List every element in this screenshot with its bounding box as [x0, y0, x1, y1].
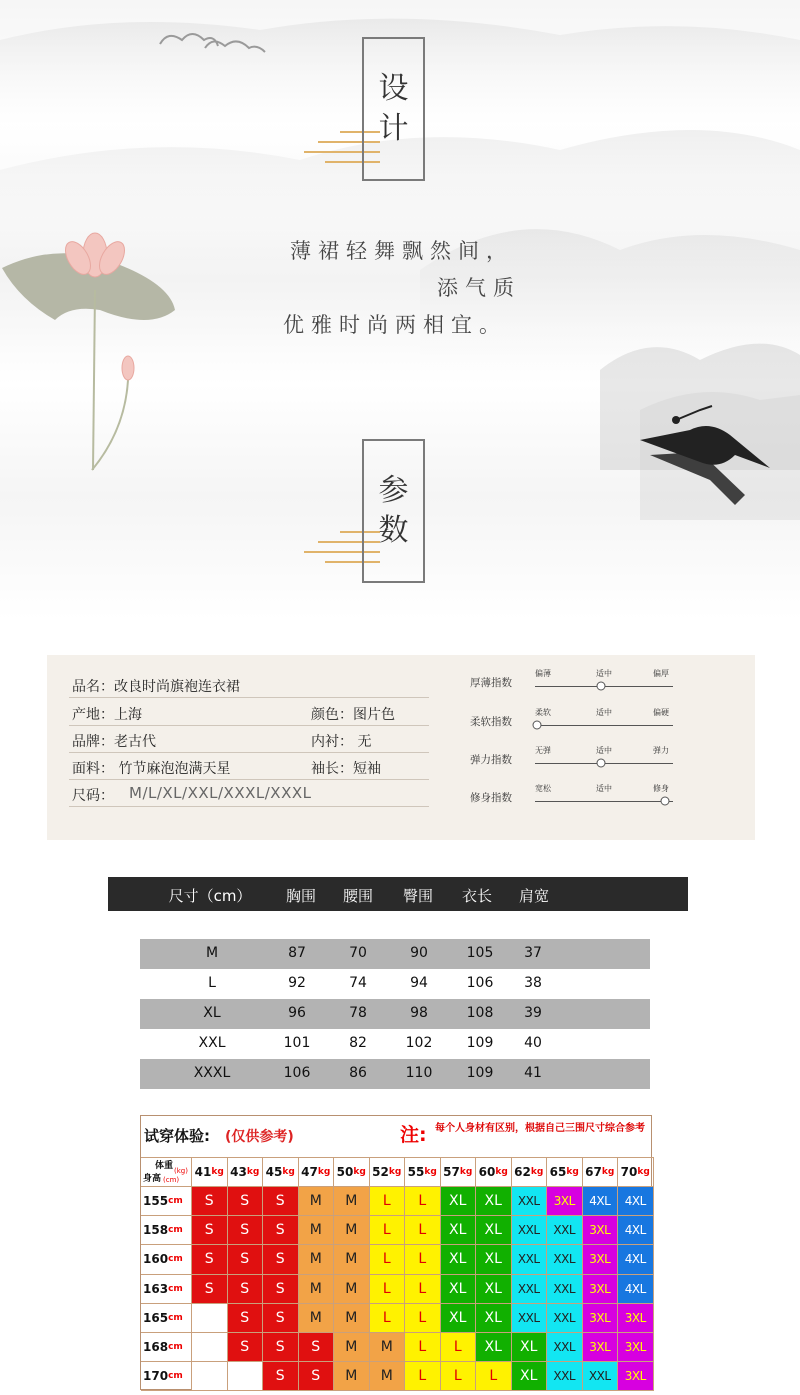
hero-banner: [0, 0, 800, 620]
fit-size-cell: XXL: [512, 1304, 548, 1333]
fit-size-cell: [192, 1333, 228, 1362]
slider-track: [535, 801, 673, 802]
size-cell: XXL: [198, 1035, 226, 1051]
fit-size-cell: S: [228, 1304, 264, 1333]
slider-option: 适中: [596, 784, 612, 793]
size-cell: 110: [405, 1065, 433, 1081]
fit-size-cell: XL: [476, 1333, 512, 1362]
fit-size-cell: XXL: [547, 1333, 583, 1362]
slider-label: 弹力指数: [470, 754, 512, 766]
size-cell: 108: [466, 1005, 494, 1021]
size-cell: 39: [524, 1005, 542, 1021]
height-unit: cm: [168, 1371, 183, 1382]
fit-size-cell: XL: [441, 1275, 477, 1304]
fit-size-cell: S: [263, 1216, 299, 1245]
size-cell: 74: [349, 975, 367, 991]
param-size-values: M/L/XL/XXL/XXXL/XXXL: [129, 784, 312, 802]
height-unit: cm: [168, 1225, 183, 1236]
weight-header-cell: [583, 1157, 619, 1187]
design-title-char-2: 计: [378, 111, 409, 146]
fit-size-cell: S: [192, 1187, 228, 1216]
weight-header-cell: [334, 1157, 370, 1187]
size-cell: L: [208, 975, 216, 991]
size-header-cell: 腰围: [342, 887, 374, 905]
weight-value: 67: [585, 1165, 602, 1179]
size-cell: 82: [349, 1035, 367, 1051]
fit-size-cell: XL: [476, 1275, 512, 1304]
size-cell: 109: [466, 1035, 494, 1051]
param-color: 颜色：图片色: [311, 707, 395, 723]
fit-experience-chart: [140, 1115, 652, 1390]
size-table-row: [140, 939, 650, 969]
size-cell: 96: [288, 1005, 306, 1021]
fit-size-cell: XL: [441, 1245, 477, 1274]
fit-size-cell: XL: [512, 1333, 548, 1362]
fit-size-cell: S: [192, 1275, 228, 1304]
fit-size-cell: [192, 1362, 228, 1391]
param-row-brand: [69, 727, 429, 753]
fit-size-cell: M: [334, 1245, 370, 1274]
height-unit: cm: [168, 1283, 183, 1294]
fit-size-cell: [228, 1362, 264, 1391]
fit-size-cell: L: [405, 1187, 441, 1216]
fit-size-cell: S: [263, 1275, 299, 1304]
weight-value: 45: [265, 1165, 283, 1179]
height-value: 160: [143, 1252, 169, 1267]
slider-label: 厚薄指数: [470, 677, 512, 689]
size-cell: 92: [288, 975, 306, 991]
fit-size-cell: [192, 1304, 228, 1333]
weight-header-cell: [370, 1157, 406, 1187]
weight-value: 52: [372, 1165, 389, 1179]
slider-knob: [533, 721, 542, 730]
weight-header-cell: [476, 1157, 512, 1187]
fit-size-cell: L: [476, 1362, 512, 1391]
size-cell: 98: [410, 1005, 428, 1021]
fit-size-cell: L: [405, 1362, 441, 1391]
size-cell: 102: [405, 1035, 433, 1051]
weight-header-cell: [299, 1157, 335, 1187]
corner-height-unit: (cm): [163, 1176, 180, 1184]
weight-unit: kg: [388, 1167, 402, 1177]
corner-weight-unit: (kg): [174, 1167, 188, 1175]
fit-size-cell: S: [263, 1245, 299, 1274]
param-row-name: [69, 672, 429, 698]
size-table-row: [140, 969, 650, 999]
weight-header-cell: [192, 1157, 228, 1187]
fit-size-cell: M: [334, 1362, 370, 1391]
fit-size-cell: S: [263, 1187, 299, 1216]
fit-size-cell: XXL: [547, 1275, 583, 1304]
fit-size-cell: L: [370, 1245, 406, 1274]
weight-unit: kg: [495, 1167, 508, 1177]
height-header-cell: [141, 1216, 192, 1245]
fit-size-cell: 3XL: [583, 1245, 619, 1274]
fit-size-cell: XXL: [512, 1245, 548, 1274]
size-table-header: [108, 877, 688, 911]
weight-header-cell: [547, 1157, 583, 1187]
fit-size-cell: 3XL: [618, 1333, 654, 1362]
fit-size-cell: L: [405, 1245, 441, 1274]
size-cell: 86: [349, 1065, 367, 1081]
fit-size-cell: L: [405, 1333, 441, 1362]
fit-size-cell: XXL: [512, 1187, 548, 1216]
fit-size-cell: 3XL: [583, 1275, 619, 1304]
fit-size-cell: S: [192, 1245, 228, 1274]
height-unit: cm: [168, 1196, 183, 1207]
size-cell: 78: [349, 1005, 367, 1021]
weight-value: 47: [301, 1165, 318, 1179]
design-title-box: [362, 37, 425, 181]
fit-size-cell: XL: [476, 1187, 512, 1216]
slider-track: [535, 725, 673, 726]
slider-knob: [661, 797, 670, 806]
fit-note-text: 每个人身材有区别，根据自己三围尺寸综合参考: [435, 1123, 645, 1134]
fit-size-cell: 3XL: [618, 1304, 654, 1333]
size-cell: 109: [466, 1065, 494, 1081]
slider-option: 柔软: [535, 708, 551, 717]
fit-size-cell: L: [370, 1304, 406, 1333]
fit-size-cell: M: [370, 1333, 406, 1362]
size-header-cell: 臀围: [402, 887, 434, 905]
corner-weight: 体重: [155, 1161, 174, 1171]
weight-unit: kg: [317, 1167, 331, 1177]
fit-chart-subtitle: (仅供参考): [225, 1129, 294, 1145]
size-table-row: [140, 1029, 650, 1059]
fit-size-cell: 4XL: [618, 1187, 654, 1216]
size-cell: 105: [466, 945, 494, 961]
size-cell: 40: [524, 1035, 542, 1051]
weight-unit: kg: [566, 1167, 579, 1177]
size-cell: 94: [410, 975, 428, 991]
fit-size-cell: 4XL: [618, 1245, 654, 1274]
fit-size-cell: M: [299, 1245, 335, 1274]
params-title-box: [362, 439, 425, 583]
slider-option: 适中: [596, 669, 612, 678]
fit-chart-title: 试穿体验:: [144, 1127, 210, 1145]
weight-value: 70: [620, 1165, 638, 1179]
weight-header-cell: [405, 1157, 441, 1187]
weight-header-cell: [263, 1157, 299, 1187]
slider-option: 无弹: [535, 746, 551, 755]
fit-size-cell: 3XL: [583, 1216, 619, 1245]
product-params-panel: [47, 655, 755, 840]
fit-size-cell: S: [263, 1304, 299, 1333]
size-cell: 106: [283, 1065, 311, 1081]
slider-option: 适中: [596, 708, 612, 717]
param-sleeve: 袖长：短袖: [311, 761, 381, 777]
param-origin: 产地：上海: [72, 707, 142, 723]
slider-label: 修身指数: [470, 792, 512, 804]
fit-size-cell: M: [334, 1216, 370, 1245]
weight-value: 60: [478, 1165, 496, 1179]
size-cell: M: [205, 945, 219, 961]
size-cell: 106: [466, 975, 494, 991]
size-header-cell: 衣长: [461, 887, 493, 905]
size-cell: XL: [203, 1005, 221, 1021]
weight-value: 50: [336, 1165, 354, 1179]
poem-line-3: 优雅时尚两相宜。: [283, 313, 507, 337]
fit-size-cell: 3XL: [583, 1304, 619, 1333]
fit-size-cell: 3XL: [547, 1187, 583, 1216]
size-cell: 90: [410, 945, 428, 961]
size-cell: 41: [524, 1065, 542, 1081]
fit-size-cell: XXL: [547, 1362, 583, 1391]
fit-size-cell: M: [334, 1333, 370, 1362]
height-header-cell: [141, 1333, 192, 1362]
fit-size-cell: 3XL: [618, 1362, 654, 1391]
height-unit: cm: [168, 1312, 183, 1323]
size-cell: XXXL: [193, 1065, 231, 1081]
size-table-row: [140, 1059, 650, 1089]
corner-height: 身高: [143, 1174, 162, 1184]
height-value: 168: [143, 1340, 169, 1355]
params-title-char-1: 参: [378, 473, 409, 508]
slider-knob: [597, 682, 606, 691]
weight-header-cell: [512, 1157, 548, 1187]
fit-size-cell: S: [263, 1362, 299, 1391]
slider-option: 偏硬: [653, 708, 669, 717]
fit-size-cell: L: [370, 1216, 406, 1245]
slider-option: 偏薄: [535, 669, 551, 678]
weight-unit: kg: [424, 1167, 437, 1177]
height-header-cell: [141, 1362, 192, 1391]
weight-unit: kg: [246, 1167, 260, 1177]
fit-size-cell: L: [405, 1275, 441, 1304]
fit-size-cell: M: [299, 1304, 335, 1333]
fit-size-cell: XL: [512, 1362, 548, 1391]
fit-size-cell: XL: [441, 1216, 477, 1245]
size-cell: 87: [288, 945, 306, 961]
weight-unit: kg: [282, 1167, 295, 1177]
size-header-cell: 肩宽: [518, 887, 550, 905]
fit-size-cell: XXL: [583, 1362, 619, 1391]
param-row-fabric: [69, 754, 429, 780]
weight-value: 55: [407, 1165, 425, 1179]
height-unit: cm: [168, 1254, 183, 1265]
poem-line-2: 添气质: [437, 276, 521, 300]
weight-unit: kg: [211, 1167, 224, 1177]
weight-header-cell: [441, 1157, 477, 1187]
height-value: 165: [143, 1310, 169, 1325]
design-title-char-1: 设: [378, 71, 409, 106]
size-table-row: [140, 999, 650, 1029]
weight-header-cell: [228, 1157, 264, 1187]
height-header-cell: [141, 1275, 192, 1304]
slider-label: 柔软指数: [470, 716, 512, 728]
fit-size-cell: S: [228, 1245, 264, 1274]
size-cell: 38: [524, 975, 542, 991]
size-cell: 70: [349, 945, 367, 961]
slider-option: 弹力: [653, 746, 669, 755]
fit-size-cell: L: [405, 1216, 441, 1245]
fit-size-cell: M: [334, 1275, 370, 1304]
fit-size-cell: XXL: [547, 1216, 583, 1245]
height-header-cell: [141, 1187, 192, 1216]
fit-size-cell: S: [299, 1333, 335, 1362]
fit-corner-cell: [141, 1157, 192, 1187]
slider-option: 适中: [596, 746, 612, 755]
weight-unit: kg: [459, 1167, 473, 1177]
size-cell: 101: [283, 1035, 311, 1051]
weight-value: 43: [230, 1165, 247, 1179]
fit-size-cell: S: [228, 1216, 264, 1245]
fit-size-cell: M: [299, 1187, 335, 1216]
weight-unit: kg: [637, 1167, 650, 1177]
fit-size-cell: M: [334, 1304, 370, 1333]
weight-value: 65: [549, 1165, 567, 1179]
weight-value: 57: [443, 1165, 460, 1179]
fit-size-cell: S: [228, 1333, 264, 1362]
fit-size-cell: XL: [441, 1187, 477, 1216]
fit-size-cell: XXL: [512, 1216, 548, 1245]
size-header-cell: 尺寸（cm）: [168, 887, 252, 905]
size-cell: 37: [524, 945, 542, 961]
height-header-cell: [141, 1304, 192, 1333]
fit-size-cell: S: [192, 1216, 228, 1245]
weight-unit: kg: [530, 1167, 544, 1177]
fit-size-cell: M: [370, 1362, 406, 1391]
fit-size-cell: S: [228, 1275, 264, 1304]
fit-size-cell: 4XL: [618, 1216, 654, 1245]
fit-size-cell: XXL: [512, 1275, 548, 1304]
fit-size-cell: XL: [476, 1245, 512, 1274]
height-value: 158: [143, 1223, 169, 1238]
weight-unit: kg: [353, 1167, 366, 1177]
fit-size-cell: 3XL: [583, 1333, 619, 1362]
fit-size-cell: L: [441, 1362, 477, 1391]
param-size-label: 尺码：: [72, 788, 114, 804]
slider-option: 偏厚: [653, 669, 669, 678]
fit-size-cell: L: [370, 1187, 406, 1216]
size-header-cell: 胸围: [285, 887, 317, 905]
param-row-sizes: [69, 781, 429, 807]
height-unit: cm: [168, 1342, 183, 1353]
fit-size-cell: M: [299, 1275, 335, 1304]
height-header-cell: [141, 1245, 192, 1274]
param-brand: 品牌：老古代: [72, 734, 156, 750]
fit-size-cell: M: [334, 1187, 370, 1216]
params-title-char-2: 数: [378, 513, 409, 548]
fit-size-cell: XL: [441, 1304, 477, 1333]
param-row-origin: [69, 700, 429, 726]
fit-size-cell: M: [299, 1216, 335, 1245]
fit-size-cell: S: [228, 1187, 264, 1216]
fit-size-cell: XL: [476, 1304, 512, 1333]
fit-size-cell: XL: [476, 1216, 512, 1245]
param-lining: 内衬： 无: [311, 734, 372, 750]
height-value: 163: [143, 1281, 169, 1296]
fit-note-label: 注:: [400, 1124, 427, 1146]
fit-size-cell: L: [370, 1275, 406, 1304]
fit-size-cell: XXL: [547, 1245, 583, 1274]
param-name: 品名：改良时尚旗袍连衣裙: [72, 679, 240, 695]
fit-size-cell: 4XL: [618, 1275, 654, 1304]
weight-unit: kg: [601, 1167, 615, 1177]
weight-value: 62: [514, 1165, 531, 1179]
param-fabric: 面料： 竹节麻泡泡满天星: [72, 761, 231, 777]
fit-size-cell: S: [299, 1362, 335, 1391]
fit-size-cell: L: [441, 1333, 477, 1362]
fit-size-cell: 4XL: [583, 1187, 619, 1216]
fit-size-cell: XXL: [547, 1304, 583, 1333]
slider-option: 宽松: [535, 784, 551, 793]
slider-knob: [597, 759, 606, 768]
slider-option: 修身: [653, 784, 669, 793]
poem-line-1: 薄裙轻舞飘然间，: [290, 239, 514, 263]
fit-size-cell: S: [263, 1333, 299, 1362]
weight-value: 41: [194, 1165, 212, 1179]
height-value: 155: [143, 1194, 169, 1209]
fit-size-cell: L: [405, 1304, 441, 1333]
weight-header-cell: [618, 1157, 654, 1187]
height-value: 170: [143, 1369, 169, 1384]
